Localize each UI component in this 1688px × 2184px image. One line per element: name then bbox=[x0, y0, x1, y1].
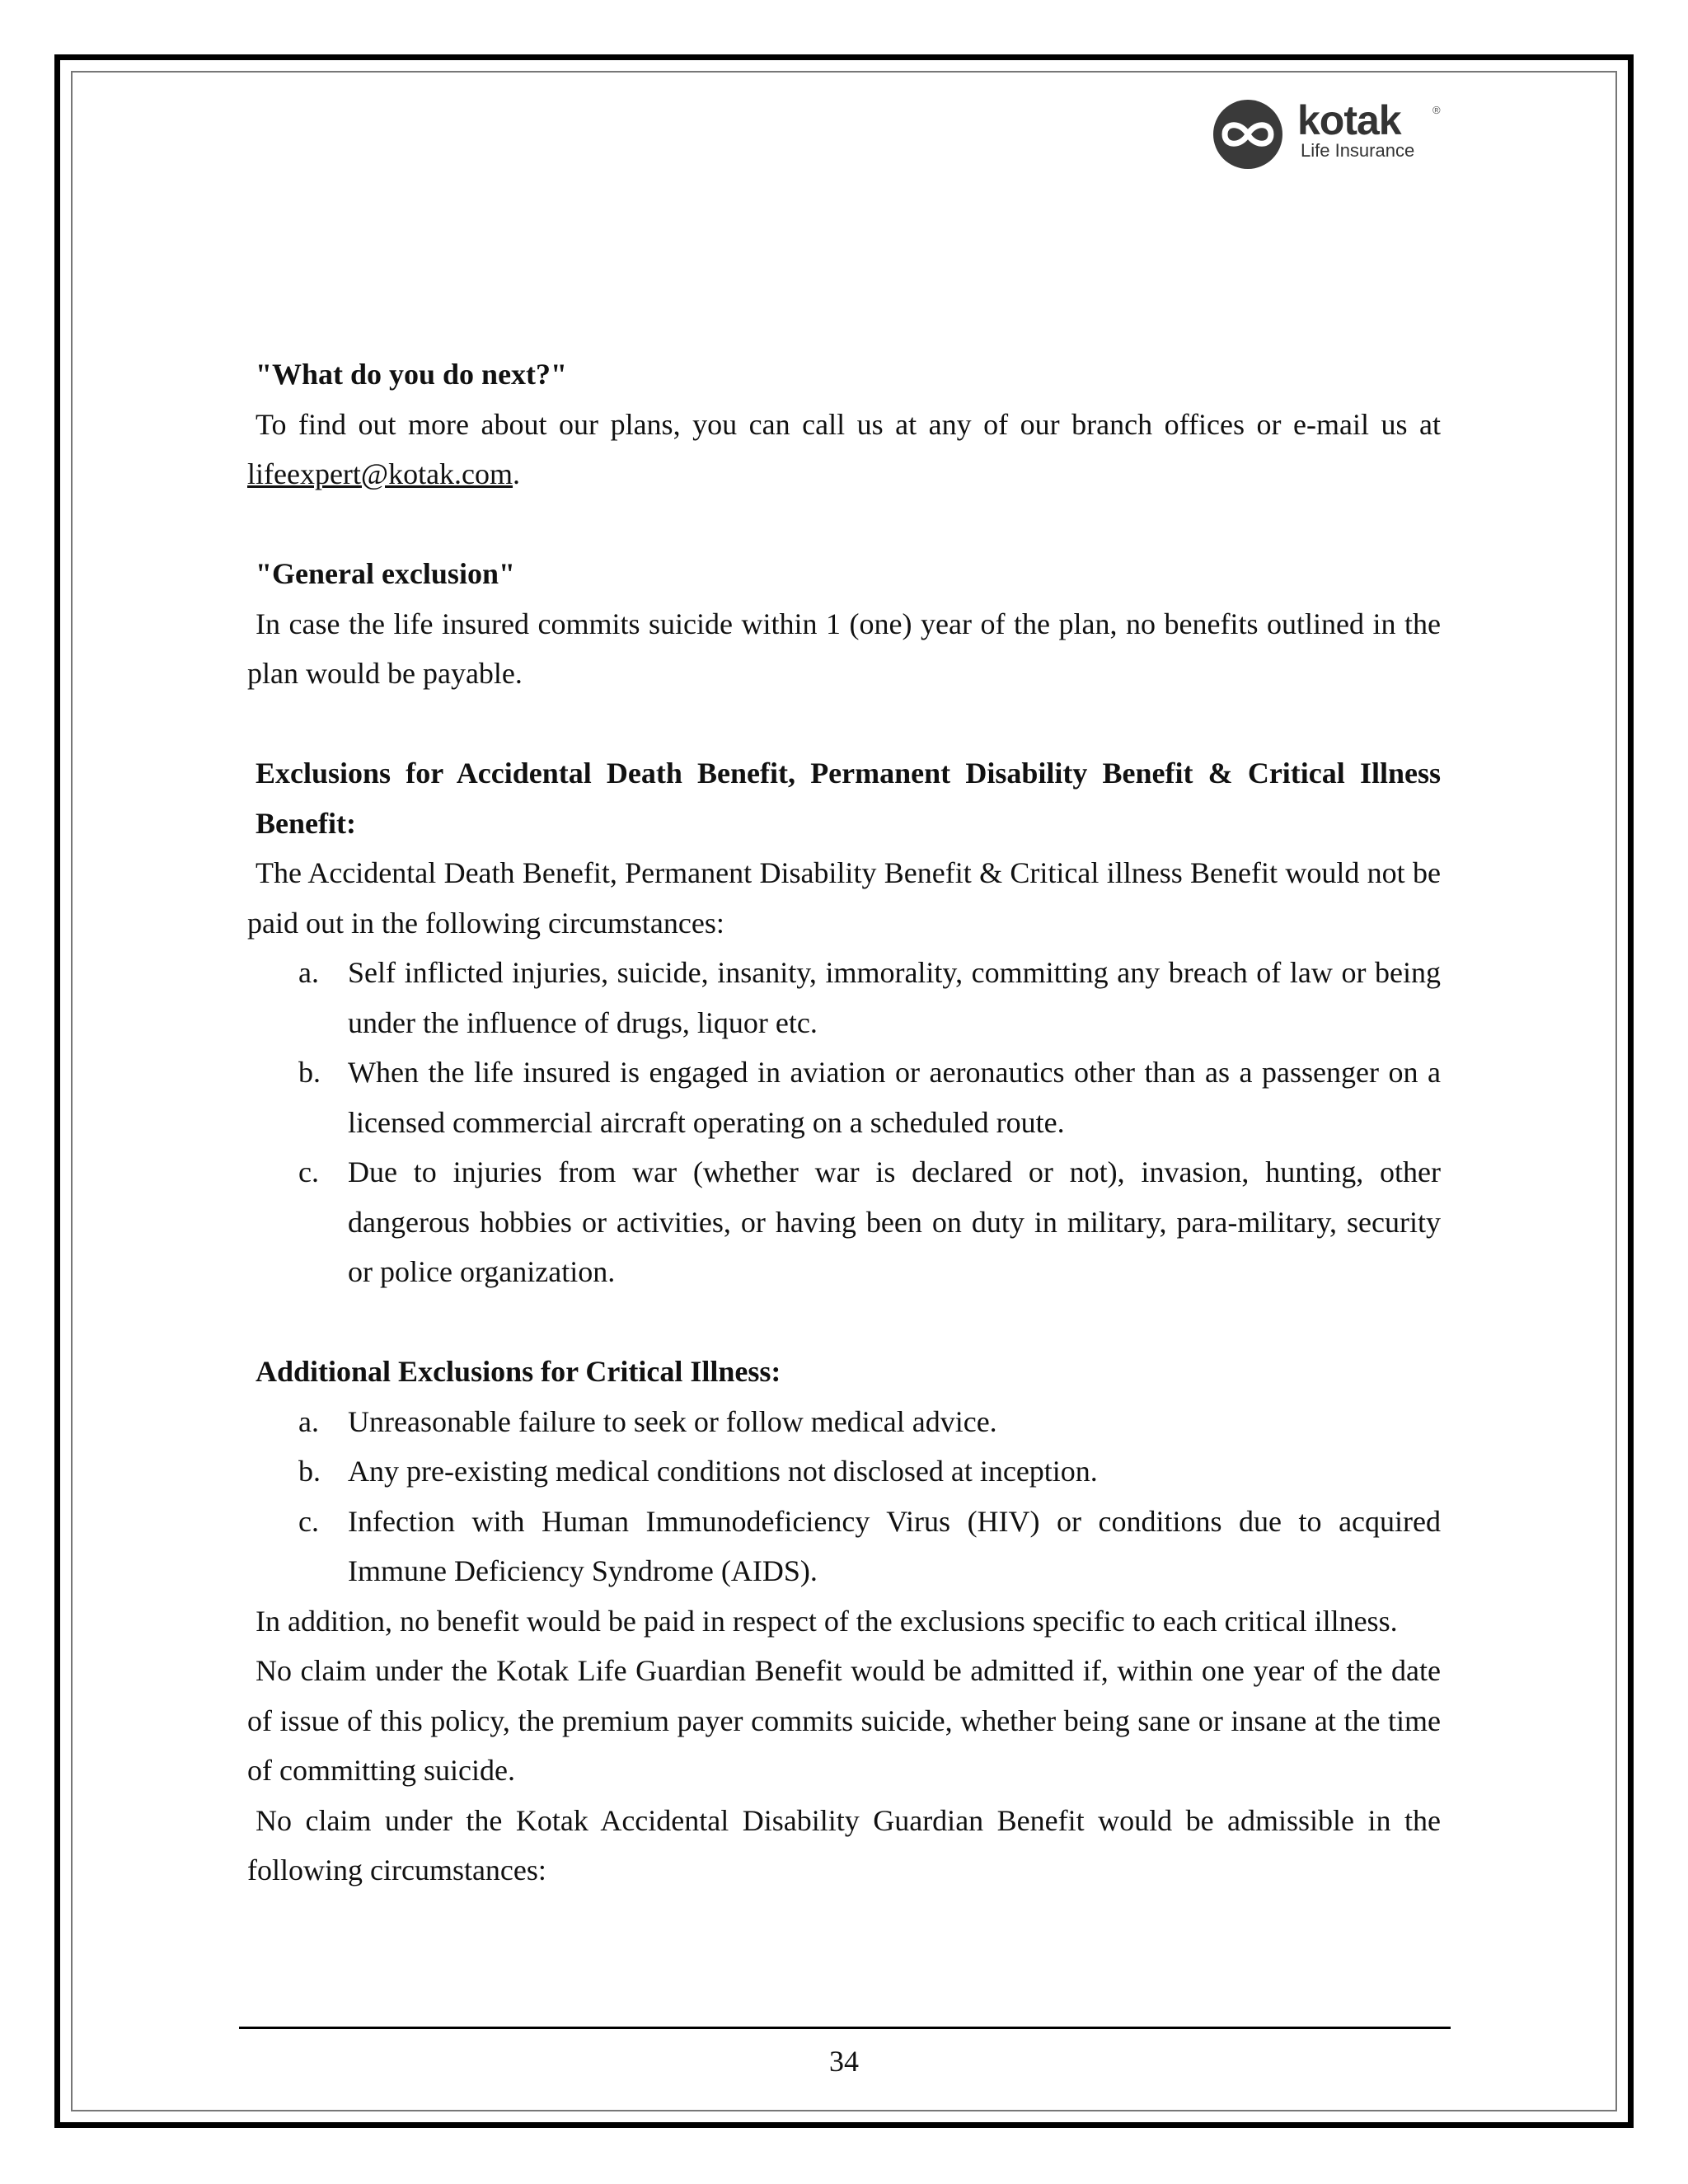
paragraph-disability-guardian: No claim under the Kotak Accidental Disability Guardian Benefit would be admissible in the following circumstances: bbox=[247, 1803, 1441, 1886]
footer-divider bbox=[239, 2027, 1451, 2029]
list-item bbox=[247, 1497, 1441, 1596]
paragraph-exclusions-intro: The Accidental Death Benefit, Permanent Disability Benefit & Critical illness Benefit would not be paid out in the following circumstances: bbox=[247, 856, 1441, 940]
list-item-text: Self inflicted injuries, suicide, insanity, immorality, committing any breach of law or being under the influence of drugs, liquor etc. bbox=[348, 956, 1441, 1039]
spacer bbox=[247, 699, 1441, 749]
contact-period: . bbox=[513, 457, 521, 490]
critical-illness-list bbox=[247, 1397, 1441, 1596]
spacer bbox=[247, 1297, 1441, 1347]
list-item bbox=[247, 948, 1441, 1047]
logo-subtitle: Life Insurance bbox=[1301, 140, 1415, 161]
paragraph-general-exclusion: In case the life insured commits suicide within 1 (one) year of the plan, no benefits outlined in the plan would be payable. bbox=[247, 607, 1441, 690]
heading-what-next: "What do you do next?" bbox=[256, 358, 568, 391]
list-item-text: When the life insured is engaged in aviation or aeronautics other than as a passenger on a licensed commercial aircraft operating on a scheduled route. bbox=[348, 1056, 1441, 1139]
list-item bbox=[247, 1047, 1441, 1147]
contact-text: To find out more about our plans, you can call us at any of our branch offices or e-mail us at bbox=[256, 407, 1441, 441]
list-item bbox=[247, 1397, 1441, 1447]
spacer bbox=[247, 499, 1441, 550]
document-body bbox=[247, 349, 1441, 1896]
paragraph-life-guardian: No claim under the Kotak Life Guardian Benefit would be admitted if, within one year of the date of issue of this policy, the premium payer commits suicide, whether being sane or insane at the time of committing suicide. bbox=[247, 1654, 1441, 1787]
list-item-text: Unreasonable failure to seek or follow medical advice. bbox=[348, 1404, 997, 1438]
page-number: 34 bbox=[829, 2045, 859, 2078]
logo-registered-mark: ® bbox=[1432, 104, 1441, 116]
heading-general-exclusion: "General exclusion" bbox=[256, 557, 515, 590]
infinity-logo-icon bbox=[1208, 97, 1287, 171]
list-marker: b. bbox=[298, 1455, 321, 1488]
kotak-logo bbox=[1208, 97, 1447, 171]
exclusions-list bbox=[247, 948, 1441, 1297]
list-marker: b. bbox=[298, 1056, 321, 1089]
list-marker: a. bbox=[298, 1404, 319, 1438]
list-marker: c. bbox=[298, 1504, 319, 1538]
heading-critical-illness: Additional Exclusions for Critical Illness: bbox=[256, 1355, 781, 1388]
paragraph-in-addition: In addition, no benefit would be paid in respect of the exclusions specific to each critical illness. bbox=[256, 1604, 1398, 1638]
paragraph-contact bbox=[247, 400, 1441, 499]
list-item-text: Infection with Human Immunodeficiency Virus (HIV) or conditions due to acquired Immune Deficiency Syndrome (AIDS). bbox=[348, 1504, 1441, 1587]
list-marker: c. bbox=[298, 1155, 319, 1188]
heading-exclusions-benefits: Exclusions for Accidental Death Benefit, Permanent Disability Benefit & Critical Illness Benefit: bbox=[256, 757, 1441, 840]
list-item-text: Due to injuries from war (whether war is declared or not), invasion, hunting, other dangerous hobbies or activities, or having been on duty in military, para-military, security or police organization. bbox=[348, 1155, 1441, 1288]
list-item-text: Any pre-existing medical conditions not disclosed at inception. bbox=[348, 1455, 1098, 1488]
list-item bbox=[247, 1446, 1441, 1497]
email-link[interactable]: lifeexpert@kotak.com bbox=[247, 457, 513, 490]
list-item bbox=[247, 1147, 1441, 1297]
list-marker: a. bbox=[298, 956, 319, 989]
logo-brand: kotak bbox=[1297, 97, 1401, 143]
